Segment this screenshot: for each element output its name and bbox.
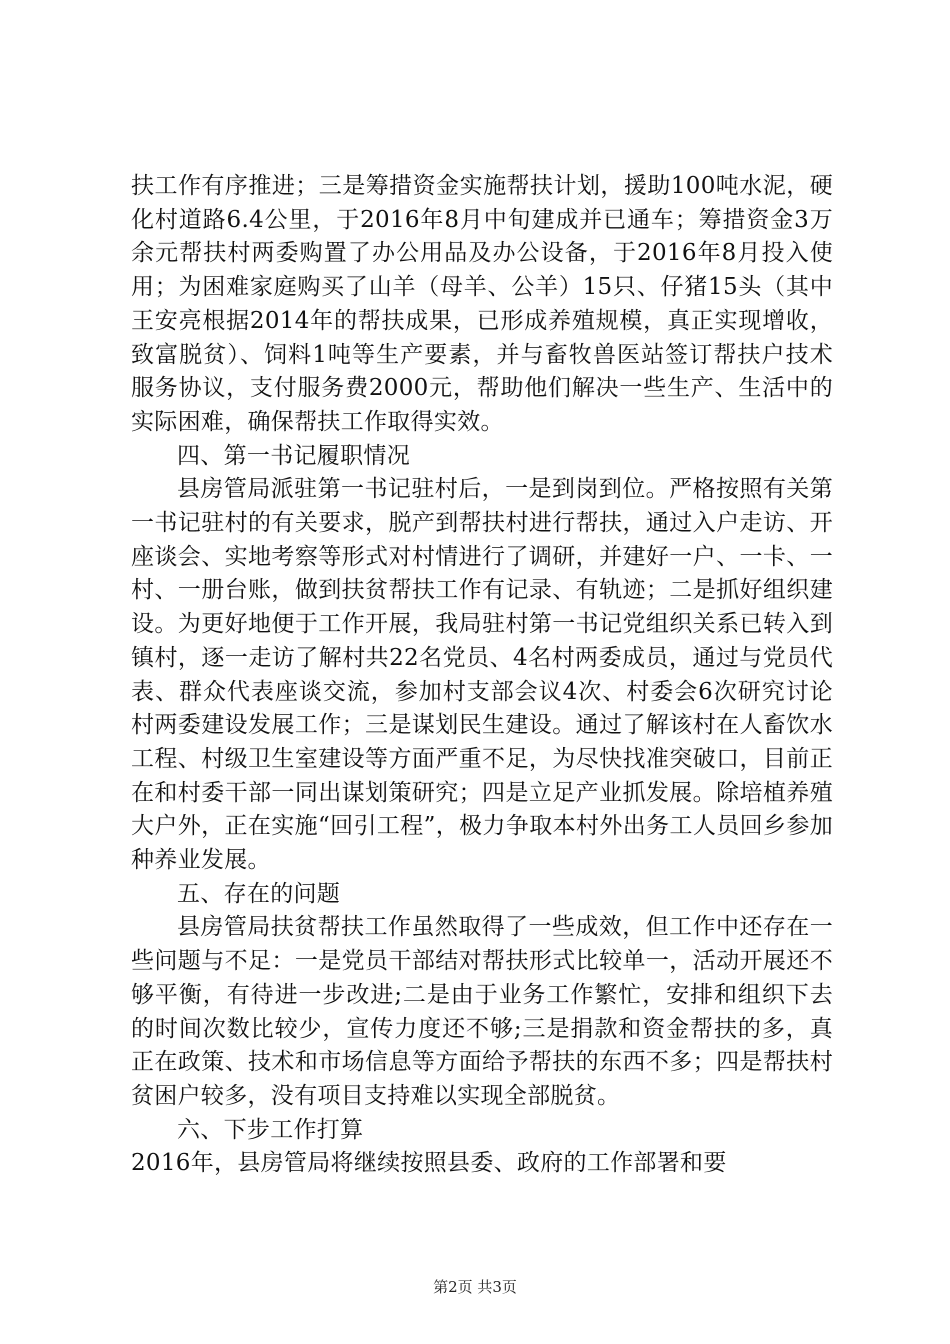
section-heading-6: 六、下步工作打算 bbox=[177, 1116, 364, 1143]
paragraph-1: 扶工作有序推进；三是筹措资金实施帮扶计划，援助100吨水泥，硬化村道路6.4公里，于2016年8月中旬建成并已通车；筹措资金3万余元帮扶村两委购置了办公用品及办公设备，于2016年8月投入使用；为困难家庭购买了山羊（母羊、公羊）15只、仔猪15头（其中王安亮根据2014年的帮扶成果，已形成养殖规模，真正实现增收，致富脱贫）、饲料1吨等生产要素，并与畜牧兽医站签订帮扶户技术服务协议，支付服务费2000元，帮助他们解决一些生产、生活中的实际困难，确保帮扶工作取得实效。 bbox=[131, 173, 833, 435]
document-body bbox=[131, 170, 833, 1181]
page-footer: 第2页 共3页 bbox=[433, 1278, 517, 1296]
paragraph-3: 县房管局扶贫帮扶工作虽然取得了一些成效，但工作中还存在一些问题与不足：一是党员干部结对帮扶形式比较单一，活动开展还不够平衡，有待进一步改进;二是由于业务工作繁忙，安排和组织下去的时间次数比较少，宣传力度还不够;三是捐款和资金帮扶的多，真正在政策、技术和市场信息等方面给予帮扶的东西不多；四是帮扶村贫困户较多，没有项目支持难以实现全部脱贫。 bbox=[131, 914, 833, 1109]
section-heading-5: 五、存在的问题 bbox=[177, 880, 341, 907]
paragraph-4: 2016年，县房管局将继续按照县委、政府的工作部署和要 bbox=[131, 1150, 727, 1177]
section-heading-4: 四、第一书记履职情况 bbox=[177, 442, 410, 469]
paragraph-2: 县房管局派驻第一书记驻村后，一是到岗到位。严格按照有关第一书记驻村的有关要求，脱产到帮扶村进行帮扶，通过入户走访、开座谈会、实地考察等形式对村情进行了调研，并建好一户、一卡、一村、一册台账，做到扶贫帮扶工作有记录、有轨迹；二是抓好组织建设。为更好地便于工作开展，我局驻村第一书记党组织关系已转入到镇村，逐一走访了解村共22名党员、4名村两委成员，通过与党员代表、群众代表座谈交流，参加村支部会议4次、村委会6次研究讨论村两委建设发展工作；三是谋划民生建设。通过了解该村在人畜饮水工程、村级卫生室建设等方面严重不足，为尽快找准突破口，目前正在和村委干部一同出谋划策研究；四是立足产业抓发展。除培植养殖大户外，正在实施“回引工程”，极力争取本村外出务工人员回乡参加种养业发展。 bbox=[131, 476, 833, 874]
